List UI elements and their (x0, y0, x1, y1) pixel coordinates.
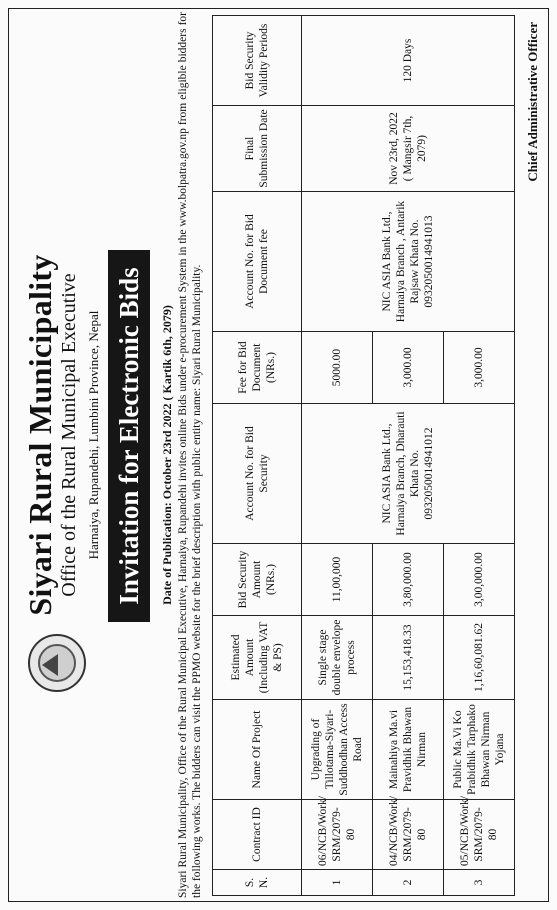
signature-line: Chief Administrative Officer (525, 22, 540, 182)
header-sn: S. N. (213, 870, 302, 896)
cell-project-name: Upgrading of Tillotama-Siyari-Suddhodhan Access Road (302, 700, 373, 800)
office-address: Harnaiya, Rupandehi, Lumbini Province, Nepal (86, 310, 101, 560)
cell-estimated-amount: 1,16,60,081.62 (444, 616, 515, 700)
notice-banner: Invitation for Electronic Bids (108, 250, 150, 622)
cell-estimated-amount: 15,153,418.33 (373, 616, 444, 700)
cell-contract-id: 04/NCB/Work/ SRM/2079-80 (373, 800, 444, 870)
intro-paragraph: Siyari Rural Municipality, Office of the Rural Municipal Executive, Harnaiya, Rupandehi invites online Bids under e-procurement System in the www.bolpatra.gov.np from eligible bidders for the following works. The bidders can visit the PPMO website for the brief description with public entity name: Siyari Rural Municipality. (177, 12, 203, 898)
cell-submission-date: Nov 23rd, 2022 ( Mangsir 7th, 2079) (302, 106, 515, 192)
header-account-fee: Account No. for Bid Document fee (213, 192, 302, 332)
municipality-title: Siyari Rural Municipality (22, 254, 58, 616)
cell-validity: 120 Days (302, 16, 515, 106)
cell-fee: 3,000.00 (444, 332, 515, 404)
cell-sn: 3 (444, 870, 515, 896)
cell-account-security: NIC ASIA Bank Ltd., Harnaiya Branch, Dharauti Khata No. 0932050014941012 (302, 404, 515, 544)
cell-bid-security: 3,00,000.00 (444, 544, 515, 616)
cell-fee: 3,000.00 (373, 332, 444, 404)
header-estimated-amount: Estimated Amount (Including VAT & PS) (213, 616, 302, 700)
cell-contract-id: 05/NCB/Work/ SRM/2079-80 (444, 800, 515, 870)
table-row (302, 16, 373, 896)
cell-estimated-amount: Single stage double envelope process (302, 616, 373, 700)
cell-project-name: Public Ma.Vi Ko Prabidhik Tarphako Bhawan Nirman Yojana (444, 700, 515, 800)
header-submission-date: Final Submission Date (213, 106, 302, 192)
cell-bid-security: 11,00,000 (302, 544, 373, 616)
header-contract-id: Contract ID (213, 800, 302, 870)
cell-project-name: Mainahiya Ma.vi Pravidhik Bhawan Nirman (373, 700, 444, 800)
cell-bid-security: 3,80,000.00 (373, 544, 444, 616)
header-fee: Fee for Bid Document (NRs.) (213, 332, 302, 404)
publication-date: Date of Publication: October 23rd 2022 ( Kartik 6th, 2079) (160, 305, 174, 605)
cell-account-fee: NIC ASIA Bank Ltd., Harnaiya Branch , Antarik Rajsaw Khata No. 0932050014941013 (302, 192, 515, 332)
header-bid-security: Bid Security Amount (NRs.) (213, 544, 302, 616)
header-account-security: Account No. for Bid Security (213, 404, 302, 544)
office-subtitle: Office of the Rural Municipal Executive (58, 273, 80, 597)
bids-table (212, 15, 515, 896)
cell-fee: 5000.00 (302, 332, 373, 404)
cell-sn: 2 (373, 870, 444, 896)
header-validity: Bid Security Validity Periods (213, 16, 302, 106)
cell-contract-id: 06/NCB/Work/ SRM/2079-80 (302, 800, 373, 870)
header-project-name: Name Of Project (213, 700, 302, 800)
cell-sn: 1 (302, 870, 373, 896)
table-header-row (213, 16, 302, 896)
